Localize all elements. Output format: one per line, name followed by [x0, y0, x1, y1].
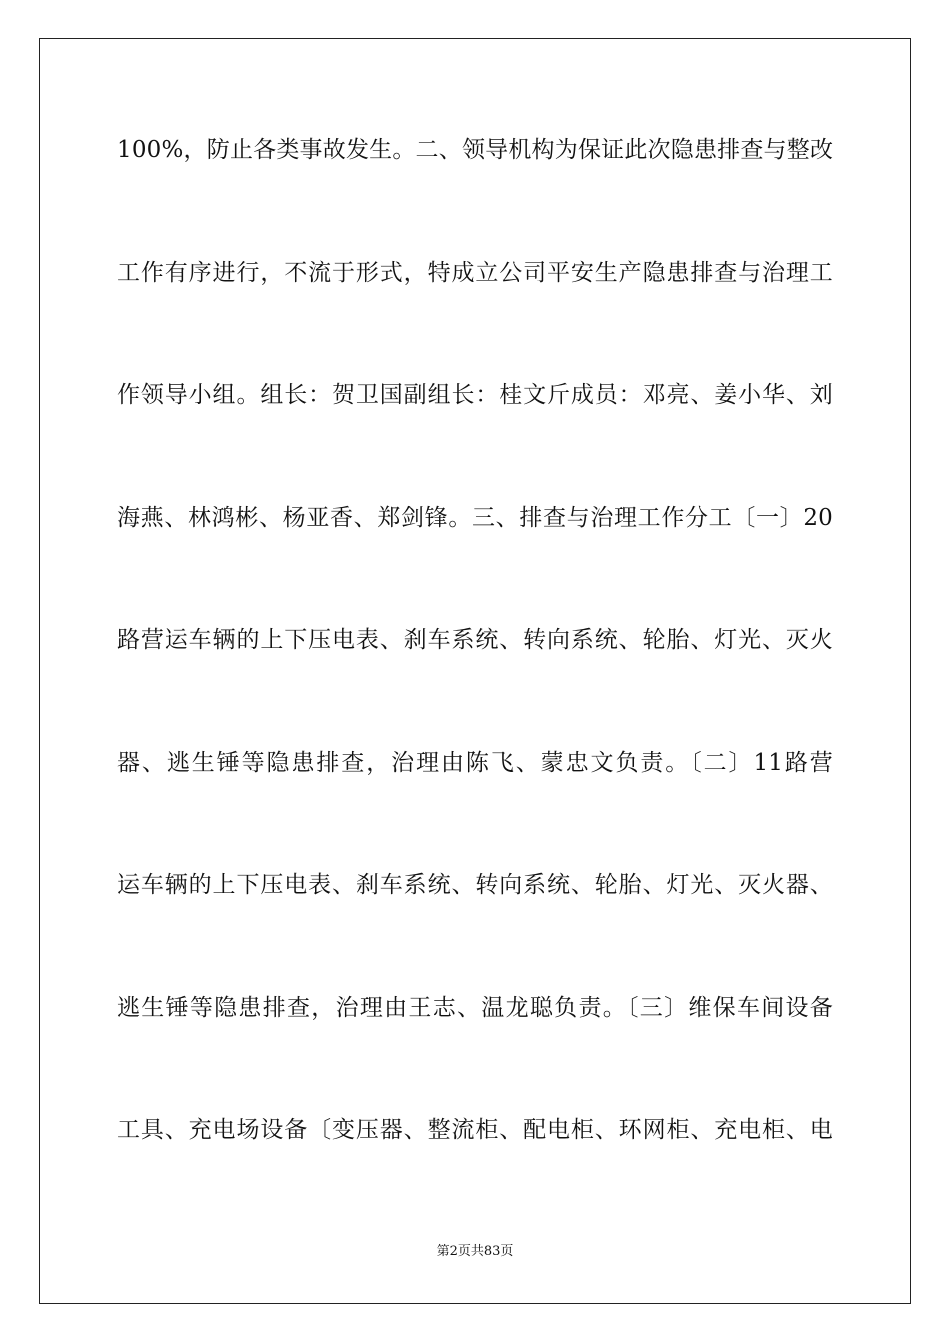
body-line: 器、逃生锤等隐患排查，治理由陈飞、蒙忠文负责。〔二〕11路营 — [117, 749, 833, 776]
body-line: 100%，防止各类事故发生。二、领导机构为保证此次隐患排查与整改 — [117, 137, 834, 163]
body-line: 路营运车辆的上下压电表、刹车系统、转向系统、轮胎、灯光、灭火 — [117, 627, 833, 653]
body-line: 工作有序进行，不流于形式，特成立公司平安生产隐患排查与治理工 — [117, 259, 833, 286]
document-body — [117, 120, 833, 1223]
body-line: 工具、充电场设备〔变压器、整流柜、配电柜、环网柜、充电柜、电 — [117, 1117, 833, 1143]
body-line: 运车辆的上下压电表、刹车系统、转向系统、轮胎、灯光、灭火器、 — [117, 872, 833, 898]
body-line: 作领导小组。组长：贺卫国副组长：桂文斤成员：邓亮、姜小华、刘 — [117, 382, 833, 408]
body-line: 海燕、林鸿彬、杨亚香、郑剑锋。三、排查与治理工作分工〔一〕20 — [117, 504, 833, 531]
body-line: 逃生锤等隐患排查，治理由王志、温龙聪负责。〔三〕维保车间设备 — [117, 994, 833, 1021]
page-number-footer: 第2页共83页 — [436, 1244, 514, 1259]
